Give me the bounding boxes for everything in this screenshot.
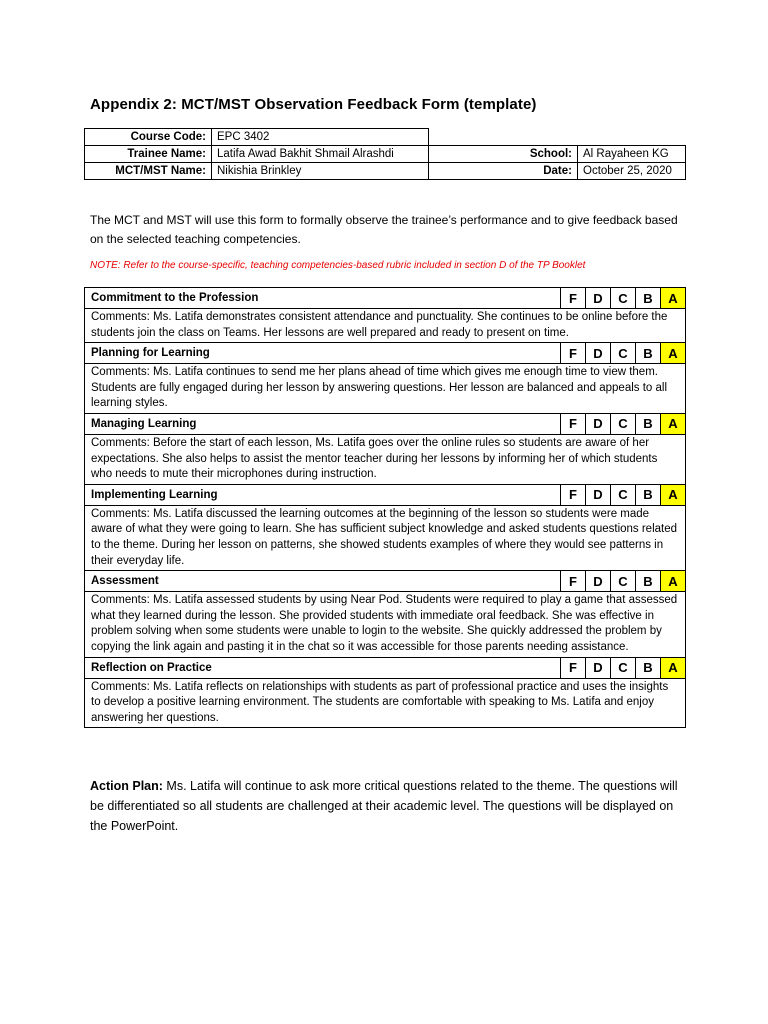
grade-cell-f[interactable]: F [561,657,586,678]
date-value: October 25, 2020 [578,163,686,180]
mct-label: MCT/MST Name: [85,163,212,180]
grade-cell-a[interactable]: A [661,288,686,309]
grade-cell-f[interactable]: F [561,343,586,364]
school-value: Al Rayaheen KG [578,146,686,163]
competency-comment: Comments: Before the start of each lesson, Ms. Latifa goes over the online rules so students are aware of her expectations. She also helps to assist the mentor teacher during her lessons by informing her of which students who needs to mute their microphones during instruction. [85,434,686,484]
action-plan-text: Ms. Latifa will continue to ask more critical questions related to the theme. The questions will be differentiated so all students are challenged at their academic level. The questions will be displayed on the PowerPoint. [90,779,678,833]
grade-cell-c[interactable]: C [611,343,636,364]
info-spacer [429,163,480,180]
competency-comment: Comments: Ms. Latifa continues to send me her plans ahead of time which gives me enough time to view them. Students are fully engaged during her lesson by answering questions. Her lesson are balanced and appeals to all learning styles. [85,364,686,414]
grade-cell-a[interactable]: A [661,413,686,434]
info-spacer [429,146,480,163]
grade-cell-d[interactable]: D [586,343,611,364]
competency-comment-row [85,678,686,728]
competency-comment-row [85,505,686,570]
action-plan [90,776,680,836]
intro-text: The MCT and MST will use this form to formally observe the trainee’s performance and to give feedback based on the selected teaching competencies. [90,213,678,246]
competency-name: Commitment to the Profession [85,288,561,309]
competency-comment-row [85,592,686,657]
grade-cell-c[interactable]: C [611,571,636,592]
action-plan-label: Action Plan: [90,779,163,793]
competency-comment: Comments: Ms. Latifa reflects on relationships with students as part of professional practice and uses the insights to develop a positive learning environment. The students are comfortable with speaking to Ms. Latifa and enjoy answering her questions. [85,678,686,728]
grade-cell-f[interactable]: F [561,413,586,434]
grade-cell-c[interactable]: C [611,288,636,309]
grade-cell-a[interactable]: A [661,571,686,592]
grade-cell-b[interactable]: B [636,288,661,309]
info-row-trainee [85,146,686,163]
grade-cell-c[interactable]: C [611,413,636,434]
date-label: Date: [479,163,578,180]
info-row-mct [85,163,686,180]
info-row-course [85,129,686,146]
competency-comment-row [85,309,686,343]
grade-cell-b[interactable]: B [636,343,661,364]
competency-header-row [85,484,686,505]
competency-comment: Comments: Ms. Latifa demonstrates consistent attendance and punctuality. She continues to be online before the students join the class on Teams. Her lessons are well prepared and ready to present on time. [85,309,686,343]
competency-name: Assessment [85,571,561,592]
grade-cell-f[interactable]: F [561,571,586,592]
competency-header-row [85,288,686,309]
course-code-value: EPC 3402 [212,129,429,146]
competency-comment: Comments: Ms. Latifa discussed the learning outcomes at the beginning of the lesson so students were made aware of what they were going to learn. She has sufficient subject knowledge and asked students questions related to the theme. During her lesson on patterns, she showed students examples of where they would see patterns in their everyday life. [85,505,686,570]
competency-name: Managing Learning [85,413,561,434]
grade-cell-d[interactable]: D [586,571,611,592]
grade-cell-d[interactable]: D [586,288,611,309]
trainee-label: Trainee Name: [85,146,212,163]
info-table [84,128,686,180]
competency-header-row [85,657,686,678]
grade-cell-f[interactable]: F [561,484,586,505]
school-label: School: [479,146,578,163]
grade-cell-d[interactable]: D [586,484,611,505]
grade-cell-a[interactable]: A [661,343,686,364]
competency-comment-row [85,364,686,414]
course-code-label: Course Code: [85,129,212,146]
competency-name: Reflection on Practice [85,657,561,678]
grade-cell-b[interactable]: B [636,657,661,678]
competency-name: Planning for Learning [85,343,561,364]
grade-cell-b[interactable]: B [636,571,661,592]
grade-cell-b[interactable]: B [636,484,661,505]
grade-cell-b[interactable]: B [636,413,661,434]
mct-value: Nikishia Brinkley [212,163,429,180]
competency-header-row [85,571,686,592]
grade-cell-c[interactable]: C [611,657,636,678]
grade-cell-f[interactable]: F [561,288,586,309]
grade-cell-c[interactable]: C [611,484,636,505]
competency-comment-row [85,434,686,484]
grade-cell-a[interactable]: A [661,484,686,505]
info-blank [429,129,686,146]
grade-cell-a[interactable]: A [661,657,686,678]
competency-name: Implementing Learning [85,484,561,505]
competency-comment: Comments: Ms. Latifa assessed students by using Near Pod. Students were required to play a game that assessed what they learned during the lesson. She provided students with immediate oral feedback. She was effective in problem solving when some students were unable to login to the website. She quickly addressed the problem by copying the link again and pasting it in the chat so it was accessible for those parents needing assistance. [85,592,686,657]
grade-cell-d[interactable]: D [586,413,611,434]
competency-header-row [85,413,686,434]
competency-rubric-table [84,287,686,728]
trainee-value: Latifa Awad Bakhit Shmail Alrashdi [212,146,429,163]
page-title: Appendix 2: MCT/MST Observation Feedback Form (template) [90,96,537,113]
grade-cell-d[interactable]: D [586,657,611,678]
rubric-note: NOTE: Refer to the course-specific, teaching competencies-based rubric included in section D of the TP Booklet [90,260,586,271]
competency-header-row [85,343,686,364]
